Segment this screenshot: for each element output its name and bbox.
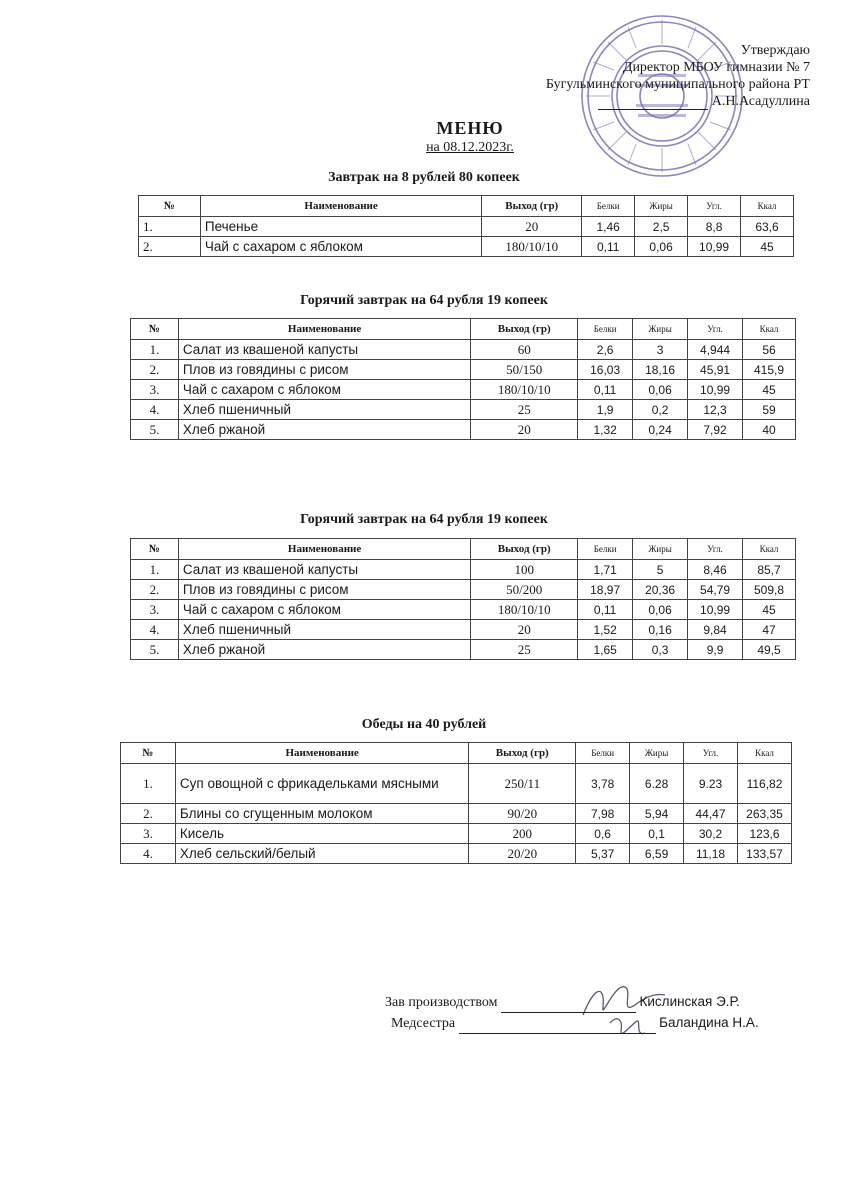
col-number: № (121, 743, 176, 764)
row-protein: 1,52 (578, 620, 633, 640)
row-protein: 2,6 (578, 340, 633, 360)
row-number: 4. (121, 844, 176, 864)
col-name: Наименование (200, 196, 481, 217)
row-fat: 0,1 (630, 824, 684, 844)
row-number: 1. (139, 217, 201, 237)
col-protein: Белки (582, 196, 635, 217)
row-kcal: 123,6 (738, 824, 792, 844)
row-carbs: 10,99 (688, 600, 743, 620)
row-protein: 1,46 (582, 217, 635, 237)
signatures-block (385, 992, 759, 1034)
col-name: Наименование (175, 743, 468, 764)
row-name: Чай с сахаром с яблоком (200, 237, 481, 257)
col-kcal: Ккал (743, 539, 796, 560)
row-carbs: 4,944 (688, 340, 743, 360)
row-number: 4. (131, 400, 179, 420)
row-protein: 1,9 (578, 400, 633, 420)
row-number: 2. (131, 360, 179, 380)
col-carbs: Угл. (688, 196, 741, 217)
row-fat: 3 (633, 340, 688, 360)
table-row (131, 640, 796, 660)
row-protein: 3,78 (576, 764, 630, 804)
row-carbs: 45,91 (688, 360, 743, 380)
row-kcal: 133,57 (738, 844, 792, 864)
row-name: Плов из говядины с рисом (178, 360, 470, 380)
row-name: Печенье (200, 217, 481, 237)
row-name: Хлеб ржаной (178, 420, 470, 440)
col-fat: Жиры (633, 539, 688, 560)
col-fat: Жиры (630, 743, 684, 764)
row-number: 4. (131, 620, 179, 640)
row-carbs: 9,84 (688, 620, 743, 640)
signature-name: Баландина Н.А. (659, 1015, 759, 1030)
row-kcal: 40 (743, 420, 796, 440)
row-protein: 0,6 (576, 824, 630, 844)
row-number: 5. (131, 420, 179, 440)
section-title-hot-breakfast-2: Горячий завтрак на 64 рубля 19 копеек (300, 512, 548, 527)
row-protein: 0,11 (578, 600, 633, 620)
col-kcal: Ккал (741, 196, 794, 217)
row-yield: 90/20 (469, 804, 576, 824)
signature-row (385, 992, 759, 1013)
menu-table-hot-breakfast-2 (130, 538, 796, 660)
table-row (121, 804, 792, 824)
row-fat: 20,36 (633, 580, 688, 600)
row-protein: 0,11 (582, 237, 635, 257)
row-carbs: 10,99 (688, 237, 741, 257)
row-protein: 1,71 (578, 560, 633, 580)
row-yield: 25 (471, 400, 578, 420)
row-yield: 60 (471, 340, 578, 360)
table-row (121, 824, 792, 844)
menu-table-hot-breakfast-1 (130, 318, 796, 440)
row-carbs: 8,46 (688, 560, 743, 580)
table-row (121, 764, 792, 804)
row-yield: 100 (471, 560, 578, 580)
row-number: 1. (131, 340, 179, 360)
col-carbs: Угл. (688, 539, 743, 560)
row-carbs: 44,47 (684, 804, 738, 824)
row-carbs: 30,2 (684, 824, 738, 844)
row-yield: 50/150 (471, 360, 578, 380)
row-name: Блины со сгущенным молоком (175, 804, 468, 824)
col-number: № (131, 319, 179, 340)
row-fat: 0,24 (633, 420, 688, 440)
row-number: 3. (121, 824, 176, 844)
row-fat: 0,2 (633, 400, 688, 420)
col-yield: Выход (гр) (471, 539, 578, 560)
col-fat: Жиры (633, 319, 688, 340)
signature-underline (501, 999, 636, 1013)
signature-role: Зав производством (385, 995, 498, 1010)
row-kcal: 59 (743, 400, 796, 420)
row-name: Хлеб пшеничный (178, 400, 470, 420)
table-header-row (131, 539, 796, 560)
col-fat: Жиры (635, 196, 688, 217)
row-fat: 5 (633, 560, 688, 580)
row-carbs: 8,8 (688, 217, 741, 237)
row-number: 3. (131, 600, 179, 620)
signature-underline (459, 1020, 656, 1034)
row-kcal: 45 (743, 600, 796, 620)
table-row (131, 360, 796, 380)
row-fat: 6,59 (630, 844, 684, 864)
row-carbs: 11,18 (684, 844, 738, 864)
table-row (131, 380, 796, 400)
row-fat: 18,16 (633, 360, 688, 380)
col-yield: Выход (гр) (482, 196, 582, 217)
row-yield: 180/10/10 (471, 600, 578, 620)
table-row (139, 237, 794, 257)
row-number: 1. (131, 560, 179, 580)
approve-position: Директор МБОУ гимназии № 7 (622, 60, 810, 75)
row-name: Хлеб ржаной (178, 640, 470, 660)
table-header-row (131, 319, 796, 340)
section-title-hot-breakfast-1: Горячий завтрак на 64 рубля 19 копеек (300, 293, 548, 308)
section-title-lunch: Обеды на 40 рублей (361, 717, 487, 732)
col-kcal: Ккал (743, 319, 796, 340)
row-carbs: 9,9 (688, 640, 743, 660)
row-kcal: 509,8 (743, 580, 796, 600)
row-name: Салат из квашеной капусты (178, 340, 470, 360)
row-number: 2. (139, 237, 201, 257)
row-name: Плов из говядины с рисом (178, 580, 470, 600)
row-name: Суп овощной с фрикадельками мясными (175, 764, 468, 804)
row-yield: 250/11 (469, 764, 576, 804)
row-fat: 5,94 (630, 804, 684, 824)
row-carbs: 10,99 (688, 380, 743, 400)
row-protein: 0,11 (578, 380, 633, 400)
row-yield: 20/20 (469, 844, 576, 864)
row-kcal: 85,7 (743, 560, 796, 580)
row-yield: 180/10/10 (471, 380, 578, 400)
row-kcal: 47 (743, 620, 796, 640)
section-title-breakfast: Завтрак на 8 рублей 80 копеек (328, 170, 520, 185)
row-number: 5. (131, 640, 179, 660)
row-fat: 0,3 (633, 640, 688, 660)
table-row (121, 844, 792, 864)
row-number: 3. (131, 380, 179, 400)
row-protein: 5,37 (576, 844, 630, 864)
approve-name: А.Н.Асадуллина (711, 94, 810, 109)
signature-role: Медсестра (391, 1016, 456, 1031)
col-carbs: Угл. (688, 319, 743, 340)
table-row (131, 600, 796, 620)
row-protein: 18,97 (578, 580, 633, 600)
row-carbs: 7,92 (688, 420, 743, 440)
row-name: Кисель (175, 824, 468, 844)
row-name: Хлеб пшеничный (178, 620, 470, 640)
row-yield: 20 (482, 217, 582, 237)
table-row (131, 420, 796, 440)
approve-label: Утверждаю (740, 43, 810, 58)
row-name: Салат из квашеной капусты (178, 560, 470, 580)
row-yield: 50/200 (471, 580, 578, 600)
approval-block (546, 42, 810, 110)
row-name: Чай с сахаром с яблоком (178, 380, 470, 400)
table-header-row (121, 743, 792, 764)
row-kcal: 263,35 (738, 804, 792, 824)
col-protein: Белки (576, 743, 630, 764)
row-fat: 2,5 (635, 217, 688, 237)
col-name: Наименование (178, 319, 470, 340)
col-yield: Выход (гр) (469, 743, 576, 764)
col-kcal: Ккал (738, 743, 792, 764)
signature-name: Кислинская Э.Р. (639, 994, 740, 1009)
col-name: Наименование (178, 539, 470, 560)
row-kcal: 415,9 (743, 360, 796, 380)
table-row (131, 340, 796, 360)
table-row (131, 400, 796, 420)
col-number: № (139, 196, 201, 217)
menu-table-lunch (120, 742, 792, 864)
row-fat: 6.28 (630, 764, 684, 804)
row-carbs: 54,79 (688, 580, 743, 600)
row-kcal: 45 (743, 380, 796, 400)
row-kcal: 63,6 (741, 217, 794, 237)
col-yield: Выход (гр) (471, 319, 578, 340)
col-protein: Белки (578, 539, 633, 560)
table-row (139, 217, 794, 237)
row-fat: 0,16 (633, 620, 688, 640)
page-title: МЕНЮ (436, 118, 504, 138)
row-number: 1. (121, 764, 176, 804)
row-fat: 0,06 (633, 600, 688, 620)
row-protein: 1,32 (578, 420, 633, 440)
row-carbs: 9.23 (684, 764, 738, 804)
sign-underline (598, 97, 708, 110)
row-yield: 180/10/10 (482, 237, 582, 257)
table-row (131, 560, 796, 580)
row-kcal: 45 (741, 237, 794, 257)
row-yield: 20 (471, 420, 578, 440)
row-number: 2. (121, 804, 176, 824)
table-row (131, 620, 796, 640)
title-block (0, 118, 848, 156)
row-protein: 16,03 (578, 360, 633, 380)
row-yield: 20 (471, 620, 578, 640)
table-row (131, 580, 796, 600)
row-kcal: 116,82 (738, 764, 792, 804)
row-fat: 0,06 (633, 380, 688, 400)
row-name: Чай с сахаром с яблоком (178, 600, 470, 620)
row-name: Хлеб сельский/белый (175, 844, 468, 864)
row-protein: 1,65 (578, 640, 633, 660)
col-protein: Белки (578, 319, 633, 340)
row-protein: 7,98 (576, 804, 630, 824)
menu-table-breakfast (138, 195, 794, 257)
row-fat: 0,06 (635, 237, 688, 257)
row-number: 2. (131, 580, 179, 600)
approve-district: Бугульминского муниципального района РТ (545, 77, 810, 92)
row-kcal: 49,5 (743, 640, 796, 660)
menu-date: на 08.12.2023г. (426, 140, 514, 155)
col-carbs: Угл. (684, 743, 738, 764)
col-number: № (131, 539, 179, 560)
row-yield: 200 (469, 824, 576, 844)
table-header-row (139, 196, 794, 217)
row-carbs: 12,3 (688, 400, 743, 420)
row-yield: 25 (471, 640, 578, 660)
row-kcal: 56 (743, 340, 796, 360)
signature-row (385, 1013, 759, 1034)
approve-signer (546, 93, 810, 110)
